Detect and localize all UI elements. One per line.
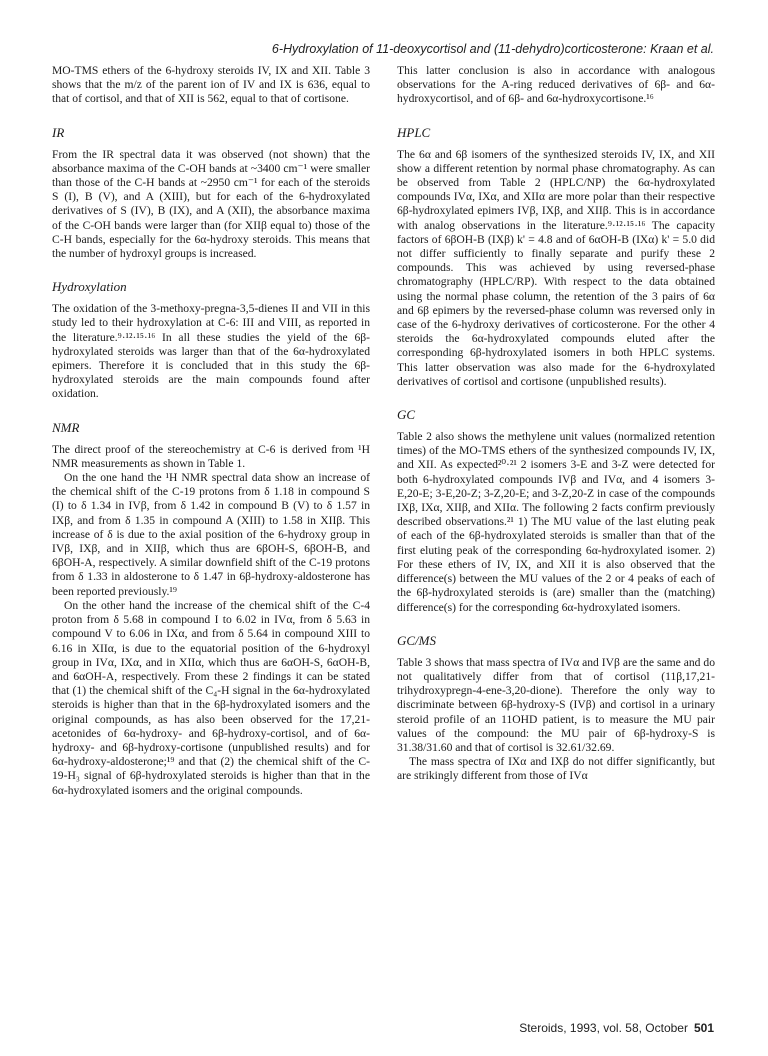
gc-heading: GC	[397, 407, 416, 423]
right-intro-paragraph: This latter conclusion is also in accordance with analogous observations for the A-ring reduced derivatives of 6β- and 6α-hydroxycortisol, and of 6β- and 6α-hydroxycortisone.¹⁶	[397, 64, 715, 106]
ir-heading: IR	[52, 124, 65, 140]
running-title: 6-Hydroxylation of 11-deoxycortisol and (11-dehydro)corticosterone: Kraan et al.	[271, 42, 714, 56]
gc-paragraph: Table 2 also shows the methylene unit values (normalized retention times) of the MO-TMS ethers of the synthesized compounds IV, IX, and XII. As expected²⁰·²¹ 2 isomers 3-E and 3-Z were detected for both 6-hydroxylated compounds IVβ and IVα, and 4 isomers 3-E,20-E; 3-E,20-Z; 3-Z,20-E; and 3-Z,20-Z in case of the compounds IXβ, IXα, XIIβ, and XIIα. The following 2 facts confirm previously described observations.²¹ 1) The MU value of the last eluting peak of each of the 6β-hydroxylated steroids is smaller than that of the first eluting peak of the corresponding 6α-hydroxylated isomer. 2) For these ethers of IV, IX, and XII it is also observed that the difference(s) between the MU values of the 2 or 4 peaks of each of the 6β-hydroxylated steroids is (are) smaller than the (matching) difference(s) for the corresponding 6α-hydroxylated isomers.	[397, 430, 715, 614]
right-column	[397, 64, 715, 784]
gcms-paragraph-2: The mass spectra of IXα and IXβ do not differ significantly, but are strikingly different from those of IVα	[397, 755, 715, 783]
hplc-paragraph: The 6α and 6β isomers of the synthesized steroids IV, IX, and XII show a different retention by normal phase chromatography. As can be observed from Table 2 (HPLC/NP) the 6α-hydroxylated compounds IVα, IXα, and XIIα are more polar than their respective 6β-hydroxylated epimers IVβ, IXβ, and XIIβ. This is in accordance with analog observations in the literature.⁹·¹²·¹⁵·¹⁶ The capacity factors of 6βOH-B (IXβ) k' = 4.8 and of 6αOH-B (IXα) k' = 5.0 did not differ sufficiently to finally separate and purify these 2 compounds. This was achieved by using reversed-phase chromatography (HPLC/RP). With respect to the data obtained using the normal phase column, the retention of the 3 pairs of 6α and 6β epimers by the reversed-phase column was reversed only in case of the 6-hydroxy derivatives of corticosterone. For the other 4 steroids the 6α-hydroxylated compounds eluted after the corresponding 6β-hydroxylated isomers in both HPLC systems. This latter observation was also made for the 6-hydroxylated derivatives of cortisol and cortisone (unpublished results).	[397, 147, 715, 388]
ir-paragraph: From the IR spectral data it was observed (not shown) that the absorbance maxima of the C-OH bands at ~3400 cm⁻¹ were smaller than those of the C-H bands at ~2950 cm⁻¹ for each of the steroids S (I), B (V), and A (XIII), but for each of the 6-hydroxylated derivatives of S (IV), B (IX), and A (XII), the absorbance maxima of the C-OH bands were larger than (for XIIβ equal to) those of the C-H bands, especially for the 6α-hydroxy steroids. This means that the number of hydroxyl groups is increased.	[52, 147, 370, 261]
hplc-heading: HPLC	[397, 124, 431, 140]
nmr-paragraph-2: On the one hand the ¹H NMR spectral data show an increase of the chemical shift of the C-19 protons from δ 1.18 in compound S (I) to δ 1.34 in IVβ, from δ 1.42 in compound B (V) to δ 1.57 in IXβ, and from δ 1.35 in compound A (XIII) to 1.58 in XIIβ. This increase of δ is due to the axial position of the 6-hydroxy group in IVβ, IXβ, and in XIIβ, which thus are 6βOH-S, 6βOH-B, and 6βOH-A, respectively. A similar downfield shift of the C-19 protons from δ 1.33 in aldosterone to δ 1.47 in 6β-hydroxy-aldosterone has been reported previously.¹⁹	[52, 471, 370, 598]
left-intro-paragraph: MO-TMS ethers of the 6-hydroxy steroids IV, IX and XII. Table 3 shows that the m/z of the parent ion of IV and IX is 636, equal to that of cortisol, and that of XII is 562, equal to that of cortisone.	[52, 64, 370, 106]
hydroxylation-paragraph: The oxidation of the 3-methoxy-pregna-3,5-dienes II and VII in this study led to their hydroxylation at C-6: III and VIII, as reported in the literature.⁹·¹²·¹⁵·¹⁶ In all these studies the yield of the 6β-hydroxylated steroids was larger than that of the 6α-hydroxylated epimers. Therefore it is concluded that in this study the 6β-hydroxylated steroids are the main compounds found after oxidation.	[52, 302, 370, 401]
nmr-paragraph-1: The direct proof of the stereochemistry at C-6 is derived from ¹H NMR measurements as shown in Table 1.	[52, 442, 370, 470]
page-footer	[519, 1021, 714, 1035]
page-number: 501	[693, 1021, 714, 1035]
hydroxylation-heading: Hydroxylation	[52, 279, 127, 295]
journal-citation: Steroids, 1993, vol. 58, October	[519, 1021, 688, 1035]
nmr-heading: NMR	[52, 419, 80, 435]
left-column	[52, 64, 370, 798]
nmr-paragraph-3: On the other hand the increase of the chemical shift of the C-4 proton from δ 5.68 in compound I to 6.02 in IVα, from δ 5.63 in compound V to 6.06 in IXα, and from δ 5.64 in compound XIII to 6.16 in XIIα, is due to the equatorial position of the 6-hydroxyl group in IVα, IXα, and in XIIα, which thus are 6αOH-S, 6αOH-B, and 6αOH-A, respectively. From these 2 findings it can be stated that (1) the chemical shift of the C₄-H signal in the 6α-hydroxylated steroids is higher than that in the 6β-hydroxylated isomers and the original compounds, as has also been observed for the 17,21-acetonides of 6α-hydroxy- and 6β-hydroxy-cortisol, and of 6α-hydroxy- and 6β-hydroxy-cortisone (unpublished results) and for 6α-hydroxy-aldosterone;¹⁹ and that (2) the chemical shift of the C-19-H₃ signal of 6β-hydroxylated steroids is higher than that in the 6α-hydroxylated isomers and the original compounds.	[52, 598, 370, 797]
gcms-heading: GC/MS	[397, 632, 436, 648]
gcms-paragraph-1: Table 3 shows that mass spectra of IVα and IVβ are the same and do not qualitatively differ from that of cortisol (11β,17,21-trihydroxypregn-4-ene-3,20-dione). Therefore the only way to discriminate between 6β-hydroxy-S (IVβ) and cortisol in a urinary steroid profile of an 11OHD patient, is to measure the MU pair values of the compound: the MU pair of 6β-hydroxy-S is 31.38/31.60 and that of cortisol is 32.61/32.69.	[397, 655, 715, 754]
